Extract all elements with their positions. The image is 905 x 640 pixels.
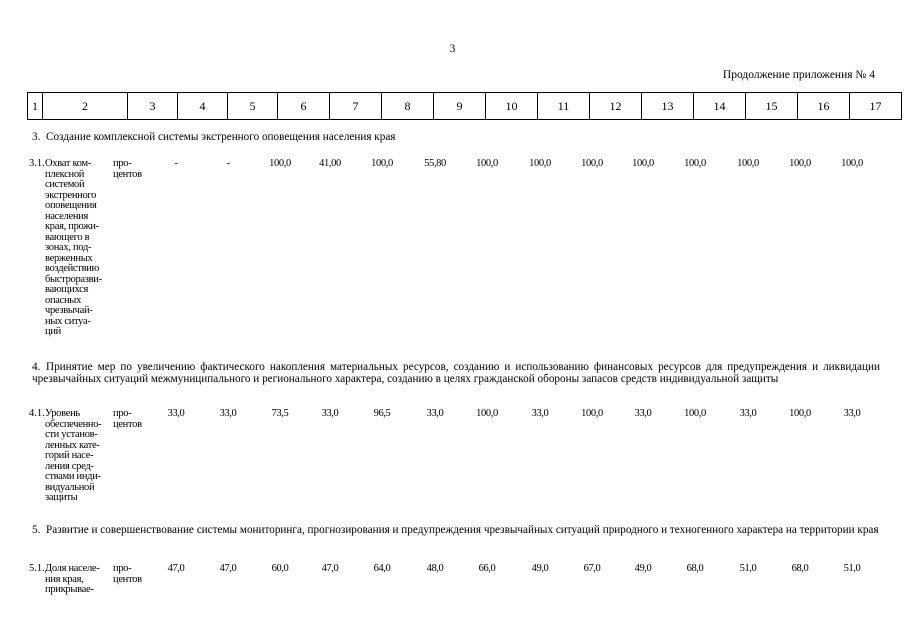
header-col-5: 5: [228, 93, 278, 120]
value-col-13: 100,0: [632, 158, 654, 169]
header-col-11: 11: [538, 93, 590, 120]
value-col-10: 100,0: [476, 158, 498, 169]
value-col-6: 60,0: [271, 563, 289, 574]
continuation-label: Продолжение приложения № 4: [722, 69, 875, 81]
header-col-17: 17: [850, 93, 902, 120]
value-col-9: 48,0: [426, 563, 444, 574]
value-col-15: 33,0: [739, 408, 757, 419]
section-title: Создание комплексной системы экстренного оповещения населения края: [46, 131, 396, 143]
indicator-name: Уровень обеспеченно- сти установ- ленных кате- горий насе- ления сред- ствами инди- видуальной защиты: [45, 408, 102, 503]
header-col-8: 8: [382, 93, 434, 120]
value-col-12: 100,0: [581, 158, 603, 169]
section-number: 5.: [32, 524, 41, 536]
header-col-3: 3: [128, 93, 178, 120]
value-col-14: 100,0: [684, 158, 706, 169]
value-col-8: 96,5: [373, 408, 391, 419]
value-col-11: 100,0: [529, 158, 551, 169]
value-col-15: 100,0: [737, 158, 759, 169]
value-col-10: 66,0: [478, 563, 496, 574]
value-col-11: 33,0: [531, 408, 549, 419]
page-number: 3: [449, 43, 456, 55]
row-number: 5.1.: [29, 563, 45, 574]
value-col-8: 100,0: [371, 158, 393, 169]
header-col-12: 12: [590, 93, 642, 120]
value-col-10: 100,0: [476, 408, 498, 419]
header-row: [28, 93, 902, 120]
value-col-7: 33,0: [321, 408, 339, 419]
value-col-4: 33,0: [167, 408, 185, 419]
header-col-4: 4: [178, 93, 228, 120]
value-col-9: 55,80: [424, 158, 446, 169]
indicator-name: Доля населе- ния края, прикрывае-: [45, 563, 100, 595]
section-title: Развитие и совершенствование системы мониторинга, прогнозирования и предупреждения чрезвычайных ситуаций природного и техногенного характера на территории края: [46, 524, 879, 536]
header-col-15: 15: [746, 93, 798, 120]
row-number: 3.1.: [29, 158, 45, 169]
value-col-9: 33,0: [426, 408, 444, 419]
section-heading: [32, 131, 880, 143]
value-col-13: 49,0: [634, 563, 652, 574]
section-number: 4.: [32, 361, 41, 373]
value-col-12: 100,0: [581, 408, 603, 419]
value-col-16: 100,0: [789, 158, 811, 169]
indicator-unit: про- центов: [113, 158, 142, 180]
value-col-5: 47,0: [219, 563, 237, 574]
value-col-7: 41,00: [319, 158, 341, 169]
value-col-4: -: [174, 158, 178, 169]
value-col-14: 100,0: [684, 408, 706, 419]
value-col-7: 47,0: [321, 563, 339, 574]
indicator-name: Охват ком- плексной системой экстренного оповещения населения края, прожи- вающего в зонах, под- верженных воздействию быстроразви- вающихся опасных чрезвычай- ных ситуа- ций: [45, 158, 102, 337]
section-number: 3.: [32, 131, 41, 143]
header-col-13: 13: [642, 93, 694, 120]
column-header-table: [27, 92, 902, 120]
value-col-6: 100,0: [269, 158, 291, 169]
value-col-11: 49,0: [531, 563, 549, 574]
value-col-5: 33,0: [219, 408, 237, 419]
section-title: Принятие мер по увеличению фактического накопления материальных ресурсов, созданию и использованию финансовых ресурсов для предупреждения и ликвидации чрезвычайных ситуаций межмуниципального и регионального характера, созданию в целях гражданской обороны запасов средств индивидуальной защиты: [32, 361, 880, 386]
value-col-4: 47,0: [167, 563, 185, 574]
value-col-8: 64,0: [373, 563, 391, 574]
value-col-6: 73,5: [271, 408, 289, 419]
value-col-17: 51,0: [843, 563, 861, 574]
header-col-14: 14: [694, 93, 746, 120]
value-col-16: 100,0: [789, 408, 811, 419]
indicator-unit: про- центов: [113, 408, 142, 430]
value-col-14: 68,0: [686, 563, 704, 574]
header-col-7: 7: [330, 93, 382, 120]
value-col-16: 68,0: [791, 563, 809, 574]
value-col-5: -: [226, 158, 230, 169]
value-col-15: 51,0: [739, 563, 757, 574]
section-heading: [32, 524, 880, 536]
header-col-16: 16: [798, 93, 850, 120]
header-col-10: 10: [486, 93, 538, 120]
value-col-12: 67,0: [583, 563, 601, 574]
value-col-17: 100,0: [841, 158, 863, 169]
value-col-17: 33,0: [843, 408, 861, 419]
row-number: 4.1.: [29, 408, 45, 419]
header-col-1: 1: [28, 93, 43, 120]
header-col-6: 6: [278, 93, 330, 120]
header-col-2: 2: [43, 93, 128, 120]
section-heading: [32, 361, 880, 385]
indicator-unit: про- центов: [113, 563, 142, 585]
header-col-9: 9: [434, 93, 486, 120]
value-col-13: 33,0: [634, 408, 652, 419]
